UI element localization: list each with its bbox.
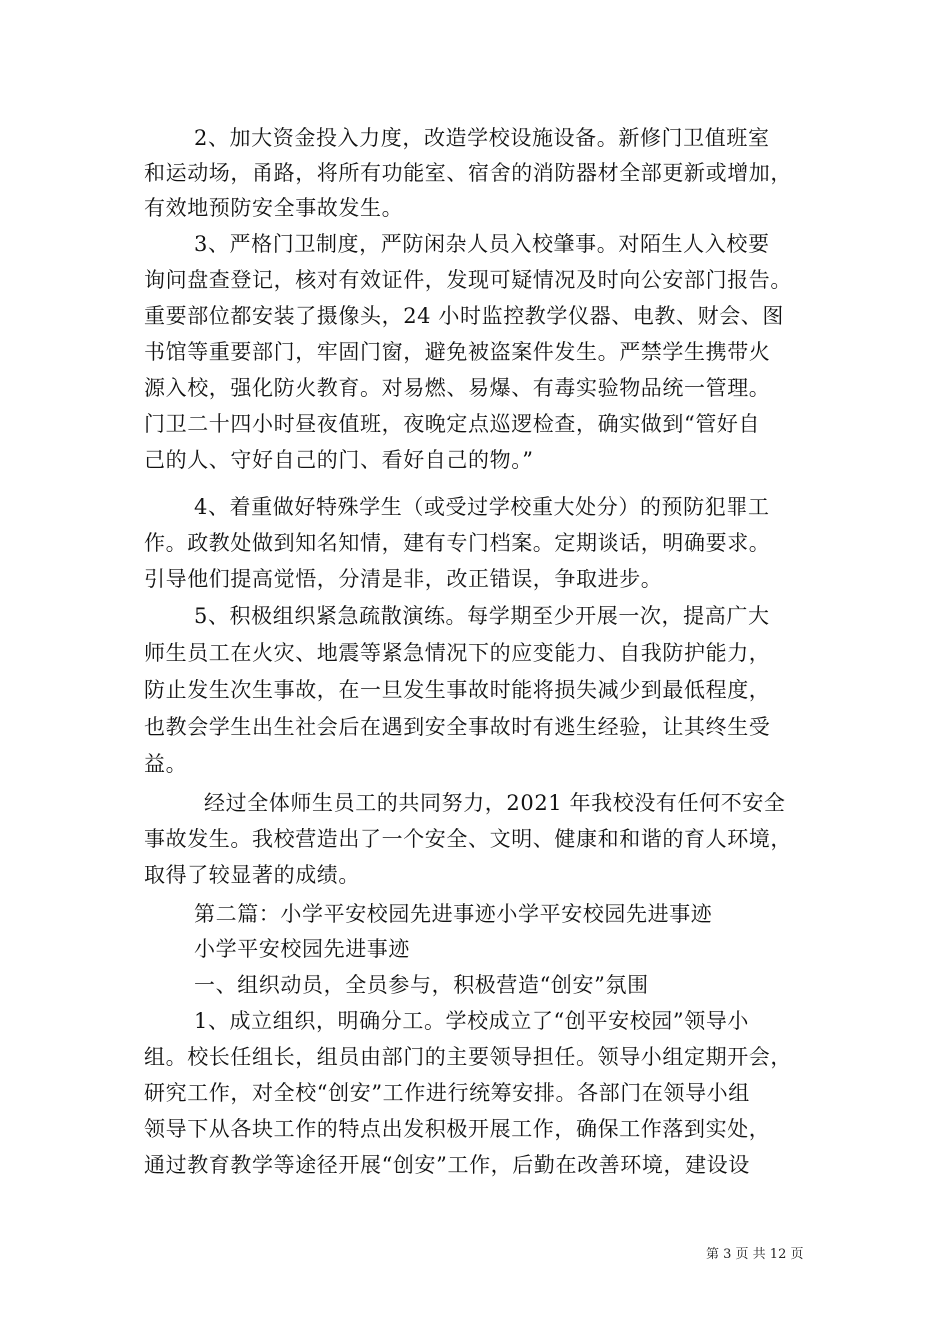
text-line: 事故发生。我校营造出了一个安全、文明、健康和和谐的育人环境， xyxy=(144,827,792,851)
text-line: 作。政教处做到知名知情，建有专门档案。定期谈话，明确要求。 xyxy=(144,531,771,555)
text-line: 门卫二十四小时昼夜值班，夜晚定点巡逻检查，确实做到“管好自 xyxy=(144,412,761,436)
text-line: 询问盘查登记，核对有效证件，发现可疑情况及时向公安部门报告。 xyxy=(144,268,792,292)
text-line: 也教会学生出生社会后在遇到安全事故时有逃生经验，让其终生受 xyxy=(144,715,771,739)
text-line: 通过教育教学等途径开展“创安”工作，后勤在改善环境，建设设 xyxy=(144,1153,750,1177)
text-line: 经过全体师生员工的共同努力，2021 年我校没有任何不安全 xyxy=(204,791,786,815)
text-line: 和运动场，甬路，将所有功能室、宿舍的消防器材全部更新或增加， xyxy=(144,161,792,185)
text-line: 取得了较显著的成绩。 xyxy=(144,863,360,887)
text-line: 源入校，强化防火教育。对易燃、易爆、有毒实验物品统一管理。 xyxy=(144,376,771,400)
section-heading: 一、组织动员，全员参与，积极营造“创安”氛围 xyxy=(194,973,649,997)
section-subtitle: 小学平安校园先进事迹 xyxy=(194,937,410,961)
text-line: 4、着重做好特殊学生（或受过学校重大处分）的预防犯罪工 xyxy=(194,495,770,519)
text-line: 益。 xyxy=(144,752,188,776)
text-line: 1、成立组织，明确分工。学校成立了“创平安校园”领导小 xyxy=(194,1009,750,1033)
text-line: 师生员工在火灾、地震等紧急情况下的应变能力、自我防护能力， xyxy=(144,641,771,665)
text-line: 研究工作，对全校“创安”工作进行统筹安排。各部门在领导小组 xyxy=(144,1081,750,1105)
text-line: 引导他们提高觉悟，分清是非，改正错误，争取进步。 xyxy=(144,567,663,591)
text-line: 防止发生次生事故，在一旦发生事故时能将损失减少到最低程度， xyxy=(144,678,771,702)
page-number-footer: 第 3 页 共 12 页 xyxy=(706,1247,804,1262)
text-line: 领导下从各块工作的特点出发积极开展工作，确保工作落到实处， xyxy=(144,1117,771,1141)
text-line: 重要部位都安装了摄像头，24 小时监控教学仪器、电教、财会、图 xyxy=(144,304,784,328)
text-line: 组。校长任组长，组员由部门的主要领导担任。领导小组定期开会， xyxy=(144,1045,792,1069)
section-title: 第二篇：小学平安校园先进事迹小学平安校园先进事迹 xyxy=(194,902,713,926)
text-line: 己的人、守好自己的门、看好自己的物。” xyxy=(144,448,534,472)
text-line: 书馆等重要部门，牢固门窗，避免被盗案件发生。严禁学生携带火 xyxy=(144,340,771,364)
text-line: 有效地预防安全事故发生。 xyxy=(144,196,404,220)
text-line: 2、加大资金投入力度，改造学校设施设备。新修门卫值班室 xyxy=(194,126,770,150)
text-line: 5、积极组织紧急疏散演练。每学期至少开展一次，提高广大 xyxy=(194,604,770,628)
text-line: 3、严格门卫制度，严防闲杂人员入校肇事。对陌生人入校要 xyxy=(194,232,770,256)
